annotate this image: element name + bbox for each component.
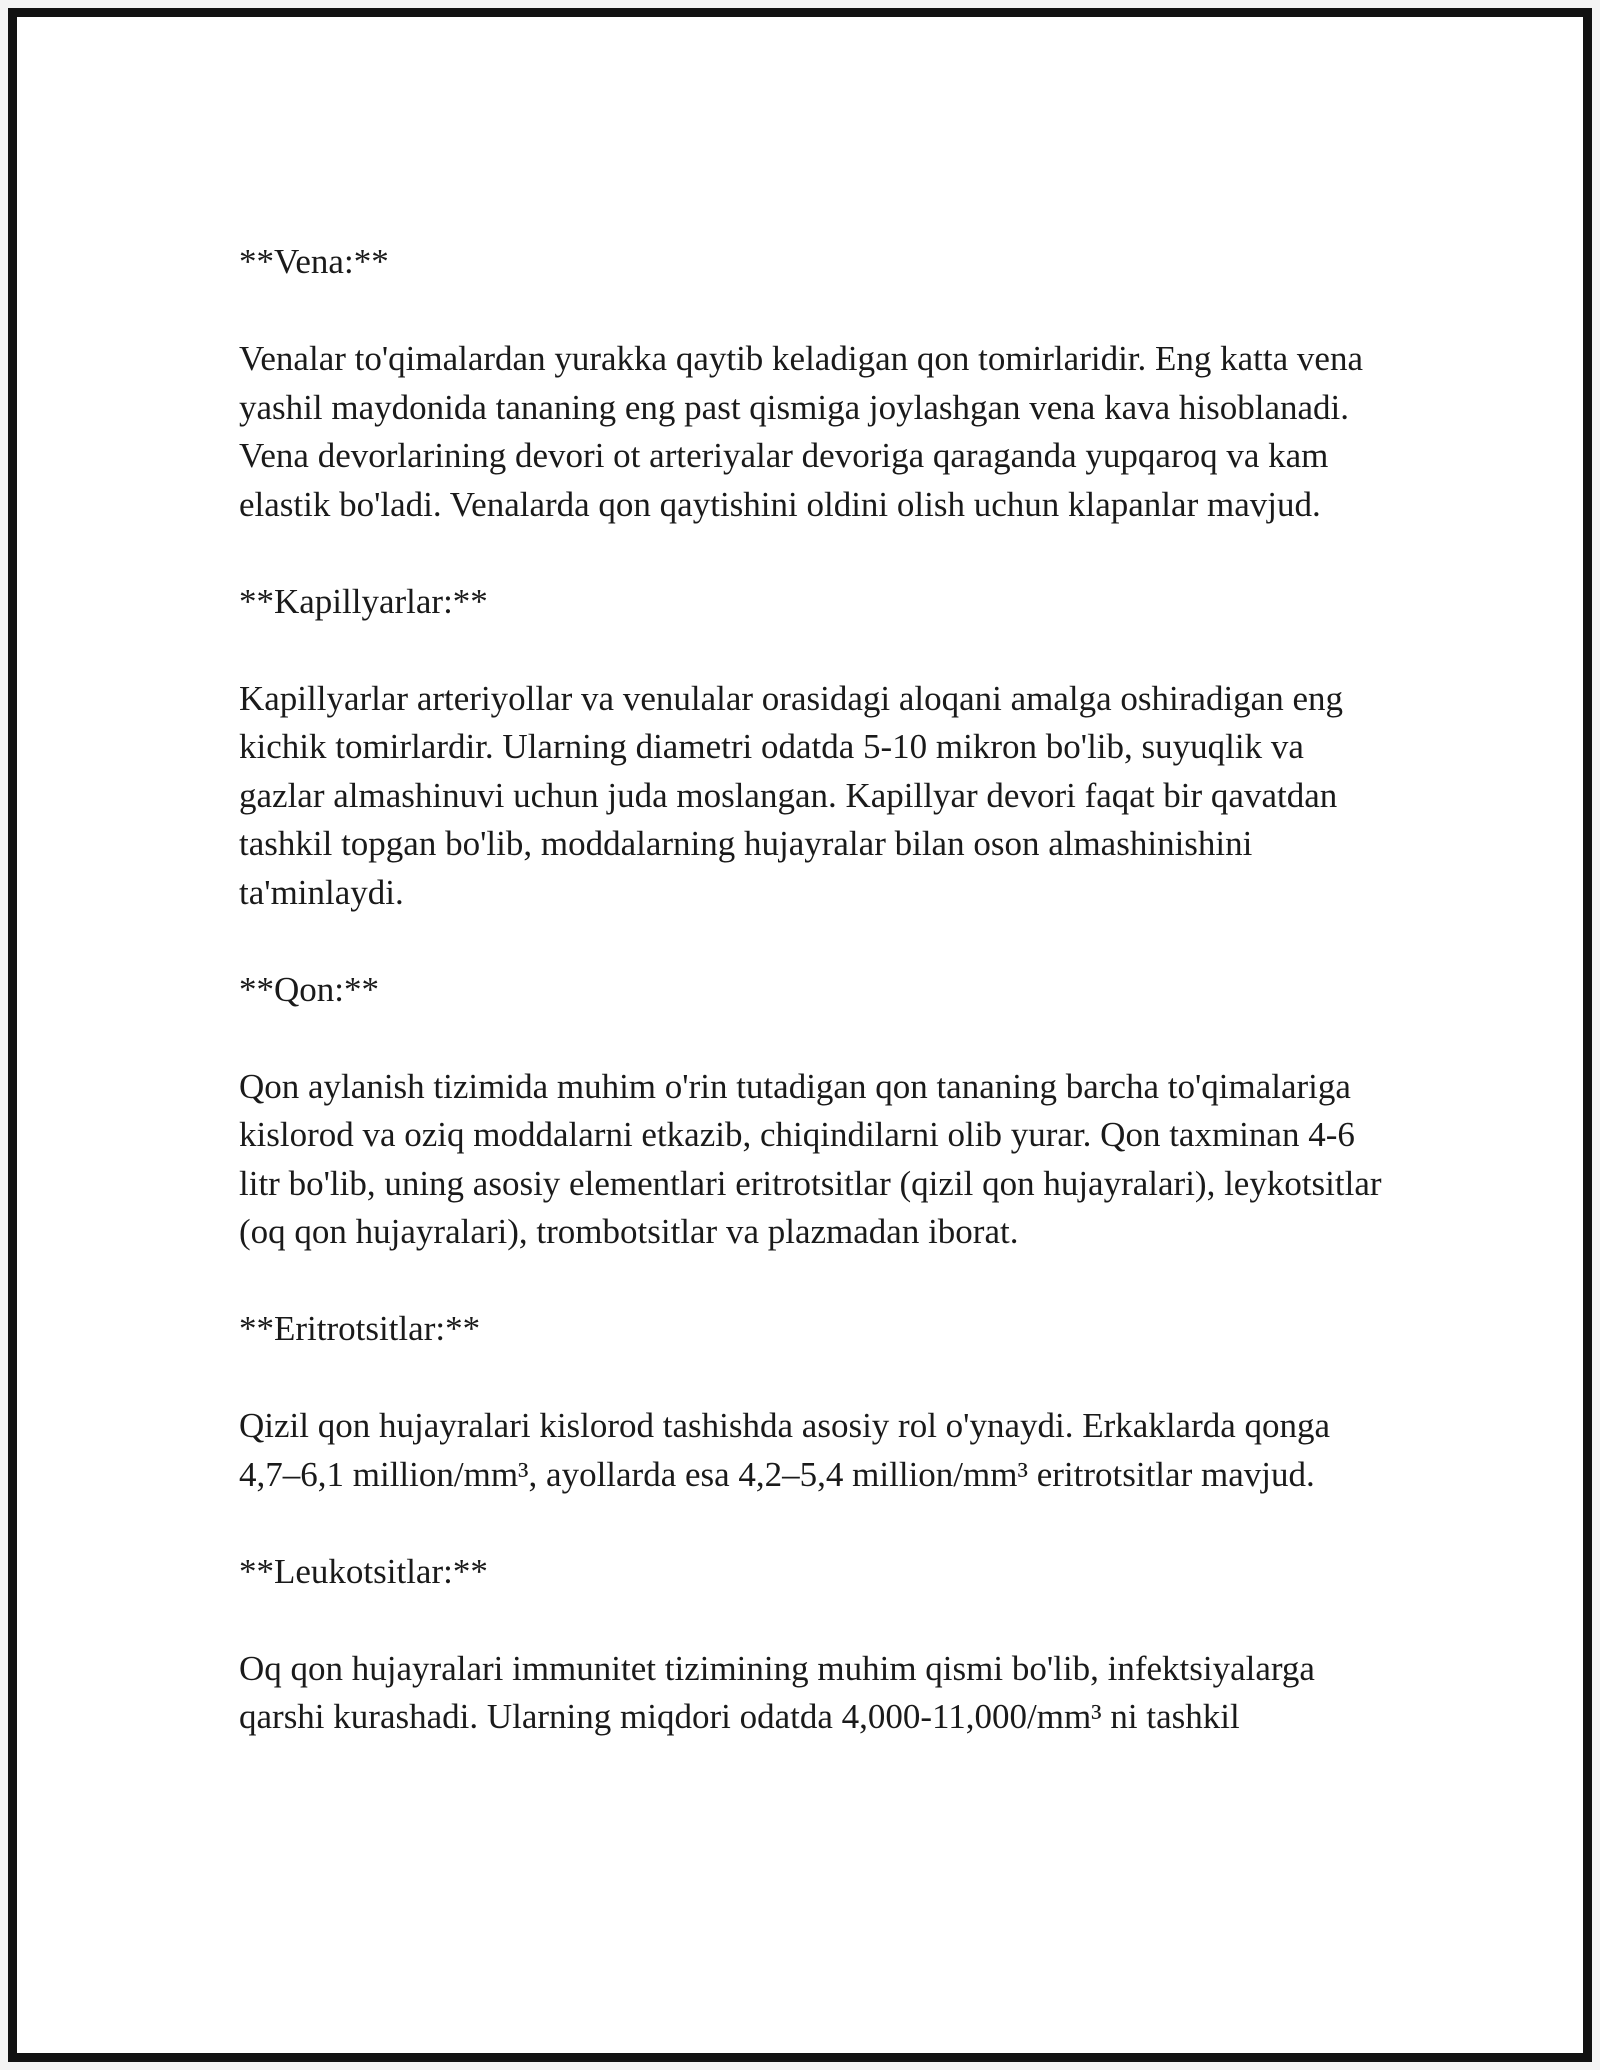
document-content [239,238,1419,1790]
section-body-kapillyarlar: Kapillyarlar arteriyollar va venulalar orasidagi aloqani amalga oshiradigan eng kichik tomirlardir. Ularning diametri odatda 5-10 mikron bo'lib, suyuqlik va gazlar almashinuvi uchun juda moslangan. Kapillyar devori faqat bir qavatdan tashkil topgan bo'lib, moddalarning hujayralar bilan oson almashinishini ta'minlaydi. [239,678,1343,912]
section-heading-qon: **Qon:** [239,969,379,1009]
section-heading-kapillyarlar: **Kapillyarlar:** [239,581,488,621]
document-page [15,15,1585,2055]
page-frame [8,8,1592,2062]
section-heading-leukotsitlar: **Leukotsitlar:** [239,1551,488,1591]
section-body-leukotsitlar: Oq qon hujayralari immunitet tizimining muhim qismi bo'lib, infektsiyalarga qarshi kurashadi. Ularning miqdori odatda 4,000-11,000/mm³ ni tashkil [239,1648,1315,1736]
section-body-qon: Qon aylanish tizimida muhim o'rin tutadigan qon tananing barcha to'qimalariga kislorod va oziq moddalarni etkazib, chiqindilarni olib yurar. Qon taxminan 4-6 litr bo'lib, uning asosiy elementlari eritrotsitlar (qizil qon hujayralari), leykotsitlar (oq qon hujayralari), trombotsitlar va plazmadan iborat. [239,1066,1382,1251]
section-body-vena: Venalar to'qimalardan yurakka qaytib keladigan qon tomirlaridir. Eng katta vena yashil maydonida tananing eng past qismiga joylashgan vena kava hisoblanadi. Vena devorlarining devori ot arteriyalar devoriga qaraganda yupqaroq va kam elastik bo'ladi. Venalarda qon qaytishini oldini olish uchun klapanlar mavjud. [239,339,1363,524]
section-heading-eritrotsitlar: **Eritrotsitlar:** [239,1309,481,1348]
section-heading-vena: **Vena:** [239,242,389,281]
section-body-eritrotsitlar: Qizil qon hujayralari kislorod tashishda asosiy rol o'ynaydi. Erkaklarda qonga 4,7–6,1 million/mm³, ayollarda esa 4,2–5,4 million/mm³ eritrotsitlar mavjud. [239,1406,1331,1494]
